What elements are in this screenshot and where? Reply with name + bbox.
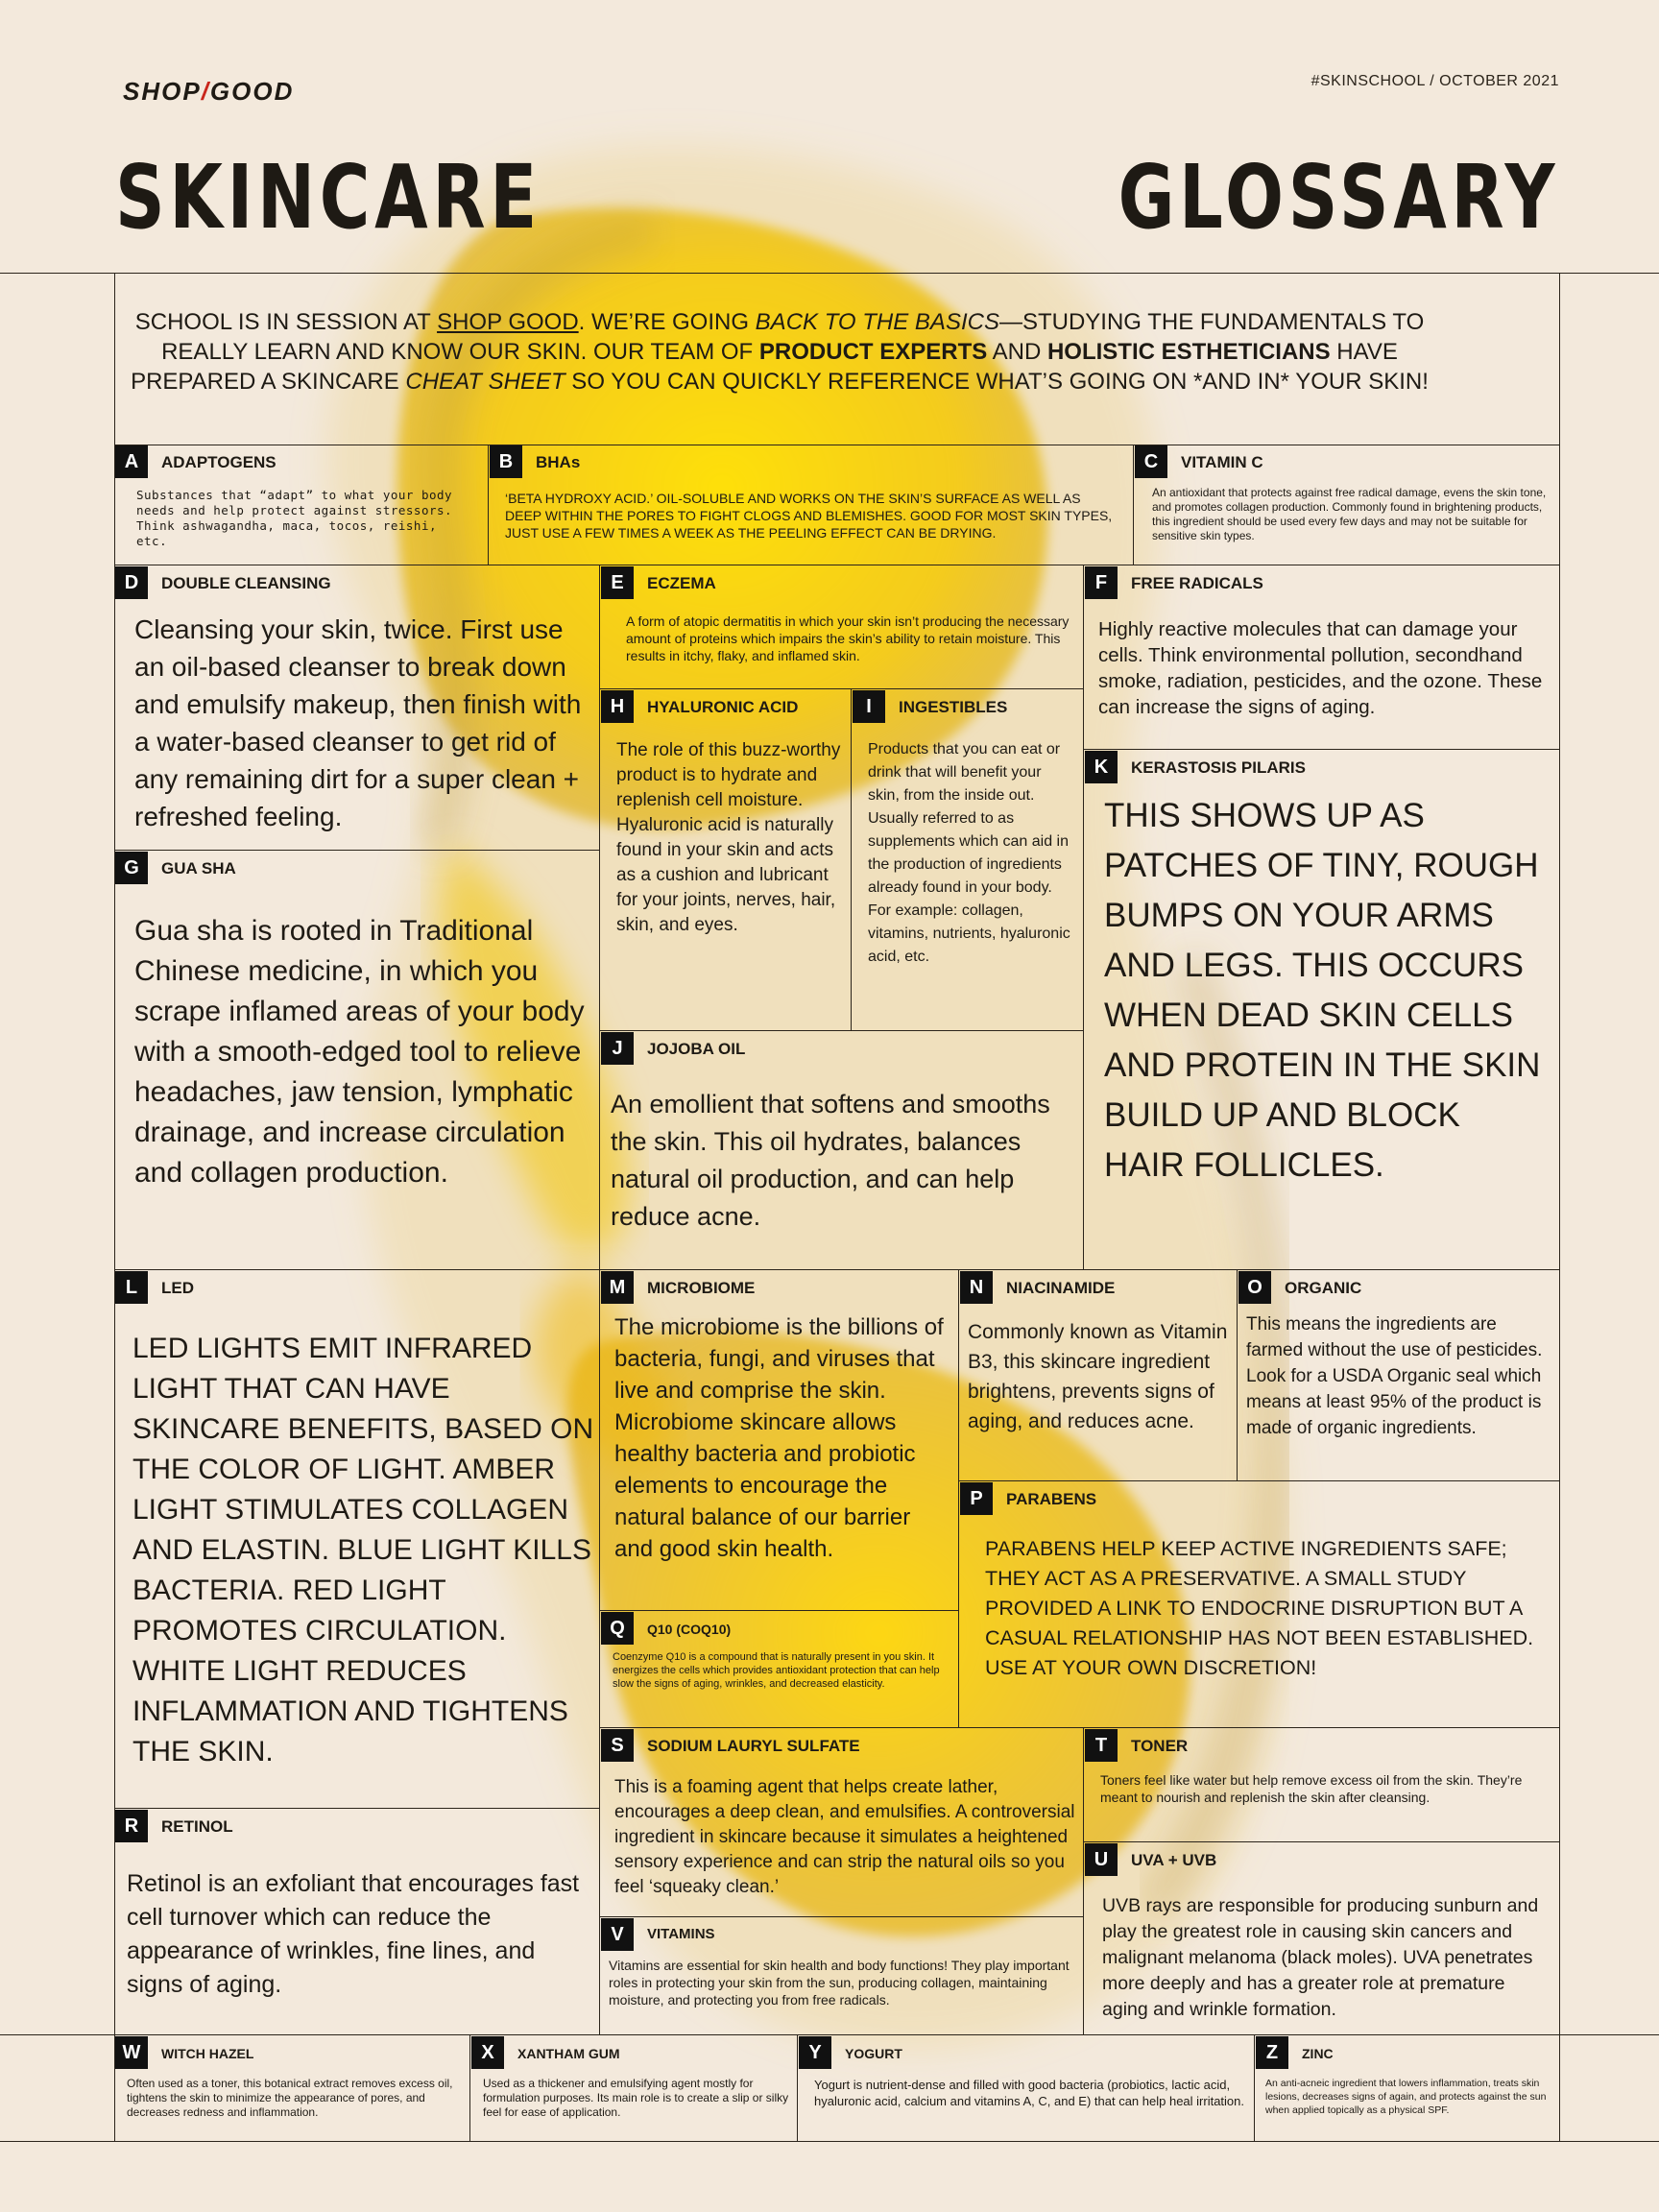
entry-text: Retinol is an exfoliant that encourages fast cell turnover which can reduce the appearance of wrinkles, fine lines, and signs of aging.: [127, 1870, 580, 1998]
entry-bhas: [490, 445, 1133, 565]
entry-gua-sha: [115, 852, 599, 1269]
entry-led: [115, 1271, 599, 1808]
title-glossary: GLOSSARY: [1118, 146, 1559, 249]
entry-text: Vitamins are essential for skin health and body functions! They play important roles in protecting your skin from the sun, producing collagen, maintaining moisture, and protecting you from free radicals.: [609, 1958, 1070, 2008]
entry-text: Used as a thickener and emulsifying agent mostly for formulation purposes. Its main role is to create a slip or silky feel for ease of application.: [483, 2077, 789, 2119]
entry-free-radicals: [1085, 566, 1559, 749]
entry-title: VITAMINS: [647, 1926, 715, 1942]
entry-zinc: [1256, 2036, 1559, 2141]
entry-title: PARABENS: [1006, 1490, 1097, 1508]
entry-text: The microbiome is the billions of bacteria, fungi, and viruses that live and comprise the skin. Microbiome skincare allows healthy bacteria and probiotic elements to encourage the natural balance of our barrier and good skin health.: [614, 1314, 944, 1562]
entry-vitamin-c: [1135, 445, 1559, 565]
entry-title: ZINC: [1302, 2046, 1334, 2061]
entry-xantham-gum: [471, 2036, 797, 2141]
entry-title: JOJOBA OIL: [647, 1040, 746, 1058]
entry-kerastosis-pilaris: [1085, 751, 1559, 1269]
entry-text: Often used as a toner, this botanical extract removes excess oil, tightens the skin to minimize the appearance of pores, and decreases redness and inflammation.: [127, 2077, 453, 2119]
entry-title: TONER: [1131, 1737, 1189, 1755]
letter-badge: W: [115, 2036, 148, 2069]
letter-badge: Z: [1256, 2036, 1288, 2069]
entry-title: SODIUM LAURYL SULFATE: [647, 1737, 860, 1755]
shop-good-logo: SHOP/GOOD: [123, 77, 295, 106]
entry-text: Commonly known as Vitamin B3, this skincare ingredient brightens, prevents signs of aging, and reduces acne.: [968, 1321, 1228, 1432]
letter-badge: V: [601, 1918, 634, 1951]
entry-double-cleansing: [115, 566, 599, 850]
title-skincare: SKINCARE: [115, 146, 541, 249]
entry-text: This means the ingredients are farmed without the use of pesticides. Look for a USDA Organic seal which means at least 95% of the product is made of organic ingredients.: [1246, 1314, 1543, 1438]
entry-ingestibles: [853, 690, 1083, 1030]
entry-text: Cleansing your skin, twice. First use an oil-based cleanser to break down and emulsify makeup, then finish with a water-based cleanser to get rid of any remaining dirt for a super clean + refreshed feeling.: [134, 614, 582, 831]
letter-badge: Q: [601, 1612, 634, 1645]
letter-badge: G: [115, 852, 148, 884]
entry-sodium-lauryl-sulfate: [601, 1729, 1083, 1916]
entry-text: PARABENS HELP KEEP ACTIVE INGREDIENTS SAFE; THEY ACT AS A PRESERVATIVE. A SMALL STUDY PROVIDED A LINK TO ENDOCRINE DISRUPTION BUT A CASUAL RELATIONSHIP HAS NOT BEEN ESTABLISHED. USE AT YOUR OWN DISCRETION!: [985, 1537, 1534, 1679]
entry-text: Products that you can eat or drink that will benefit your skin, from the inside out. Usually referred to as supplements which can aid in the production of ingredients already found in your body. For example: collagen, vitamins, nutrients, hyaluronic acid, etc.: [868, 741, 1070, 965]
shop-good-link[interactable]: SHOP GOOD: [437, 309, 579, 335]
entry-text: ‘BETA HYDROXY ACID.’ OIL-SOLUBLE AND WORKS ON THE SKIN’S SURFACE AS WELL AS DEEP WITHIN THE PORES TO FIGHT CLOGS AND BLEMISHES. GOOD FOR MOST SKIN TYPES, JUST USE A FEW TIMES A WEEK AS THE PEELING EFFECT CAN BE DRYING.: [505, 491, 1113, 541]
entry-title: VITAMIN C: [1181, 453, 1263, 471]
letter-badge: K: [1085, 751, 1118, 783]
letter-badge: A: [115, 445, 148, 478]
letter-badge: B: [490, 445, 522, 478]
entry-microbiome: [601, 1271, 958, 1610]
entry-title: UVA + UVB: [1131, 1851, 1217, 1869]
entry-title: KERASTOSIS PILARIS: [1131, 758, 1306, 777]
entry-title: HYALURONIC ACID: [647, 698, 799, 716]
entry-witch-hazel: [115, 2036, 469, 2141]
letter-badge: F: [1085, 566, 1118, 599]
entry-uva-uvb: [1085, 1843, 1559, 2034]
entry-toner: [1085, 1729, 1559, 1841]
entry-text: Toners feel like water but help remove excess oil from the skin. They’re meant to nourish and replenish the skin after cleansing.: [1100, 1772, 1523, 1805]
entry-text: Yogurt is nutrient-dense and filled with good bacteria (probiotics, lactic acid, hyaluronic acid, calcium and vitamins A, C, and E) that can help heal irritation.: [814, 2078, 1245, 2108]
letter-badge: S: [601, 1729, 634, 1762]
letter-badge: C: [1135, 445, 1167, 478]
entry-title: YOGURT: [845, 2046, 902, 2061]
letter-badge: R: [115, 1810, 148, 1842]
entry-title: DOUBLE CLEANSING: [161, 574, 331, 592]
entry-title: WITCH HAZEL: [161, 2046, 254, 2061]
entry-title: INGESTIBLES: [899, 698, 1008, 716]
letter-badge: O: [1238, 1271, 1271, 1304]
letter-badge: X: [471, 2036, 504, 2069]
letter-badge: E: [601, 566, 634, 599]
intro-paragraph: SCHOOL IS IN SESSION AT SHOP GOOD. WE’RE GOING BACK TO THE BASICS—STUDYING THE FUNDAMENTALS TO REALLY LEARN AND KNOW OUR SKIN. OUR TEAM OF PRODUCT EXPERTS AND HOLISTIC ESTHETICIANS HAVE PREPARED A SKINCARE CHEAT SHEET SO YOU CAN QUICKLY REFERENCE WHAT’S GOING ON *AND IN* YOUR SKIN!: [131, 309, 1429, 395]
letter-badge: D: [115, 566, 148, 599]
entry-text: Substances that “adapt” to what your body needs and help protect against stressors. Think ashwagandha, maca, tocos, reishi, etc.: [136, 488, 453, 548]
entry-text: This is a foaming agent that helps create lather, encourages a deep clean, and emulsifies. A controversial ingredient in skincare because it simulates a heightened sensory experience and can strip the natural oils so you feel ‘squeaky clean.’: [614, 1777, 1075, 1897]
entry-text: Coenzyme Q10 is a compound that is naturally present in you skin. It energizes the cells which provides antioxidant protection that can help slow the signs of aging, wrinkles, and decreased elasticity.: [613, 1651, 940, 1690]
entry-title: MICROBIOME: [647, 1279, 756, 1297]
letter-badge: M: [601, 1271, 634, 1304]
entry-hyaluronic-acid: [601, 690, 851, 1030]
entry-yogurt: [799, 2036, 1254, 2141]
entry-organic: [1238, 1271, 1559, 1480]
entry-text: UVB rays are responsible for producing sunburn and play the greatest role in causing skin cancers and malignant melanoma (black moles). UVA penetrates more deeply and has a greater role at premature aging and wrinkle formation.: [1102, 1895, 1539, 2020]
entry-title: ADAPTOGENS: [161, 453, 276, 471]
entry-text: A form of atopic dermatitis in which your skin isn’t producing the necessary amount of proteins which impairs the skin’s ability to retain moisture. This results in itchy, flaky, and inflamed skin.: [626, 613, 1070, 663]
entry-title: XANTHAM GUM: [517, 2046, 620, 2061]
letter-badge: J: [601, 1032, 634, 1065]
entry-title: FREE RADICALS: [1131, 574, 1263, 592]
entry-title: NIACINAMIDE: [1006, 1279, 1116, 1297]
entry-title: BHAs: [536, 453, 581, 471]
entry-adaptogens: [115, 445, 488, 565]
entry-q10: [601, 1612, 958, 1727]
entry-text: Highly reactive molecules that can damage your cells. Think environmental pollution, secondhand smoke, radiation, pesticides, and the ozone. These can increase the signs of aging.: [1098, 618, 1543, 718]
letter-badge: P: [960, 1482, 993, 1515]
entry-text: An anti-acneic ingredient that lowers inflammation, treats skin lesions, decreases signs of again, and protects against the sun when applied topically as a physical SPF.: [1265, 2078, 1547, 2116]
entry-parabens: [960, 1482, 1559, 1727]
entry-vitamins: [601, 1918, 1083, 2034]
letter-badge: L: [115, 1271, 148, 1304]
entry-text: An emollient that softens and smooths the skin. This oil hydrates, balances natural oil production, and can help reduce acne.: [611, 1090, 1050, 1231]
entry-title: RETINOL: [161, 1817, 233, 1836]
entry-text: Gua sha is rooted in Traditional Chinese medicine, in which you scrape inflamed areas of your body with a smooth-edged tool to relieve headaches, jaw tension, lymphatic drainage, and increase circulation and collagen production.: [134, 915, 585, 1189]
entry-text: THIS SHOWS UP AS PATCHES OF TINY, ROUGH BUMPS ON YOUR ARMS AND LEGS. THIS OCCURS WHEN DEAD SKIN CELLS AND PROTEIN IN THE SKIN BUILD UP AND BLOCK HAIR FOLLICLES.: [1104, 797, 1541, 1184]
entry-title: LED: [161, 1279, 194, 1297]
letter-badge: H: [601, 690, 634, 723]
entry-text: LED LIGHTS EMIT INFRARED LIGHT THAT CAN HAVE SKINCARE BENEFITS, BASED ON THE COLOR OF LIGHT. AMBER LIGHT STIMULATES COLLAGEN AND ELASTIN. BLUE LIGHT KILLS BACTERIA. RED LIGHT PROMOTES CIRCULATION. WHITE LIGHT REDUCES INFLAMMATION AND TIGHTENS THE SKIN.: [132, 1333, 594, 1767]
letter-badge: N: [960, 1271, 993, 1304]
entry-niacinamide: [960, 1271, 1237, 1480]
letter-badge: U: [1085, 1843, 1118, 1876]
entry-title: ORGANIC: [1285, 1279, 1362, 1297]
dateline: #SKINSCHOOL / OCTOBER 2021: [1310, 73, 1559, 89]
letter-badge: I: [853, 690, 885, 723]
entry-retinol: [115, 1810, 599, 2034]
entry-title: ECZEMA: [647, 574, 716, 592]
entry-text: An antioxidant that protects against free radical damage, evens the skin tone, and promotes collagen production. Commonly found in brightening products, this ingredient should be used every few days and may not be suitable for sensitive skin types.: [1152, 486, 1547, 542]
entry-text: The role of this buzz-worthy product is to hydrate and replenish cell moisture. Hyaluronic acid is naturally found in your skin and acts as a cushion and lubricant for your joints, nerves, hair, skin, and eyes.: [616, 740, 841, 935]
letter-badge: Y: [799, 2036, 831, 2069]
entry-jojoba-oil: [601, 1032, 1083, 1269]
letter-badge: T: [1085, 1729, 1118, 1762]
entry-eczema: [601, 566, 1083, 688]
entry-title: GUA SHA: [161, 859, 236, 878]
entry-title: Q10 (COQ10): [647, 1622, 732, 1637]
